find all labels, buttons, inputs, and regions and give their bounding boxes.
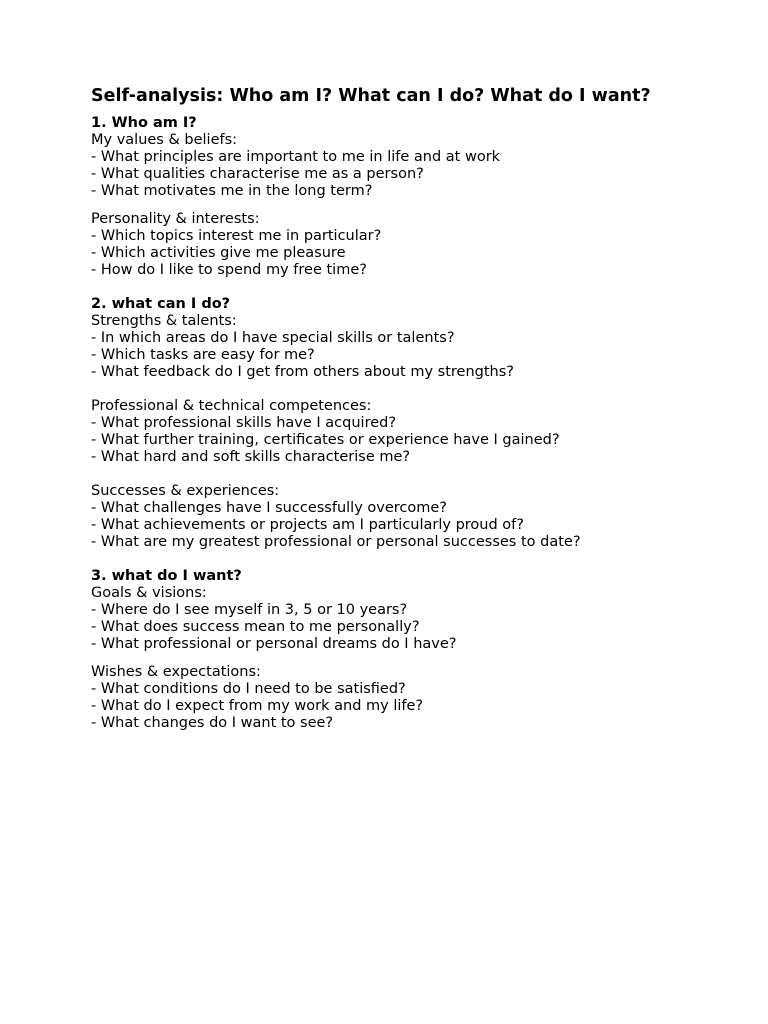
list-item: - How do I like to spend my free time? [91, 262, 367, 278]
list-item: - What do I expect from my work and my life? [91, 698, 424, 714]
group-subtitle: Professional & technical competences: [91, 398, 372, 414]
group-subtitle: Strengths & talents: [91, 313, 237, 329]
spacer [91, 653, 731, 664]
spacer [91, 551, 731, 568]
section-heading-who-am-i: 1. Who am I? [91, 115, 197, 131]
document-title: Self-analysis: Who am I? What can I do? What do I want? [91, 86, 651, 106]
list-item: - What conditions do I need to be satisfied? [91, 681, 406, 697]
list-item: - What further training, certificates or experience have I gained? [91, 432, 560, 448]
group-subtitle: My values & beliefs: [91, 132, 238, 148]
list-item: - What achievements or projects am I particularly proud of? [91, 517, 524, 533]
list-item: - What motivates me in the long term? [91, 183, 373, 199]
list-item: - What are my greatest professional or personal successes to date? [91, 534, 581, 550]
list-item: - What changes do I want to see? [91, 715, 334, 731]
section-heading-what-do-i-want: 3. what do I want? [91, 568, 242, 584]
list-item: - What qualities characterise me as a person? [91, 166, 424, 182]
list-item: - What does success mean to me personally? [91, 619, 420, 635]
list-item: - What professional or personal dreams do I have? [91, 636, 457, 652]
list-item: - What principles are important to me in life and at work [91, 149, 501, 165]
document-content [91, 86, 731, 732]
list-item: - Which topics interest me in particular? [91, 228, 382, 244]
section-heading-what-can-i-do: 2. what can I do? [91, 296, 231, 312]
list-item: - In which areas do I have special skills or talents? [91, 330, 455, 346]
list-item: - What hard and soft skills characterise me? [91, 449, 411, 465]
list-item: - Which tasks are easy for me? [91, 347, 315, 363]
group-subtitle: Successes & experiences: [91, 483, 280, 499]
list-item: - What professional skills have I acquired? [91, 415, 397, 431]
group-subtitle: Wishes & expectations: [91, 664, 261, 680]
list-item: - What challenges have I successfully overcome? [91, 500, 447, 516]
spacer [91, 381, 731, 398]
spacer [91, 466, 731, 483]
group-subtitle: Personality & interests: [91, 211, 260, 227]
group-subtitle: Goals & visions: [91, 585, 207, 601]
list-item: - Which activities give me pleasure [91, 245, 346, 261]
list-item: - What feedback do I get from others about my strengths? [91, 364, 514, 380]
spacer [91, 200, 731, 211]
spacer [91, 279, 731, 296]
list-item: - Where do I see myself in 3, 5 or 10 years? [91, 602, 408, 618]
